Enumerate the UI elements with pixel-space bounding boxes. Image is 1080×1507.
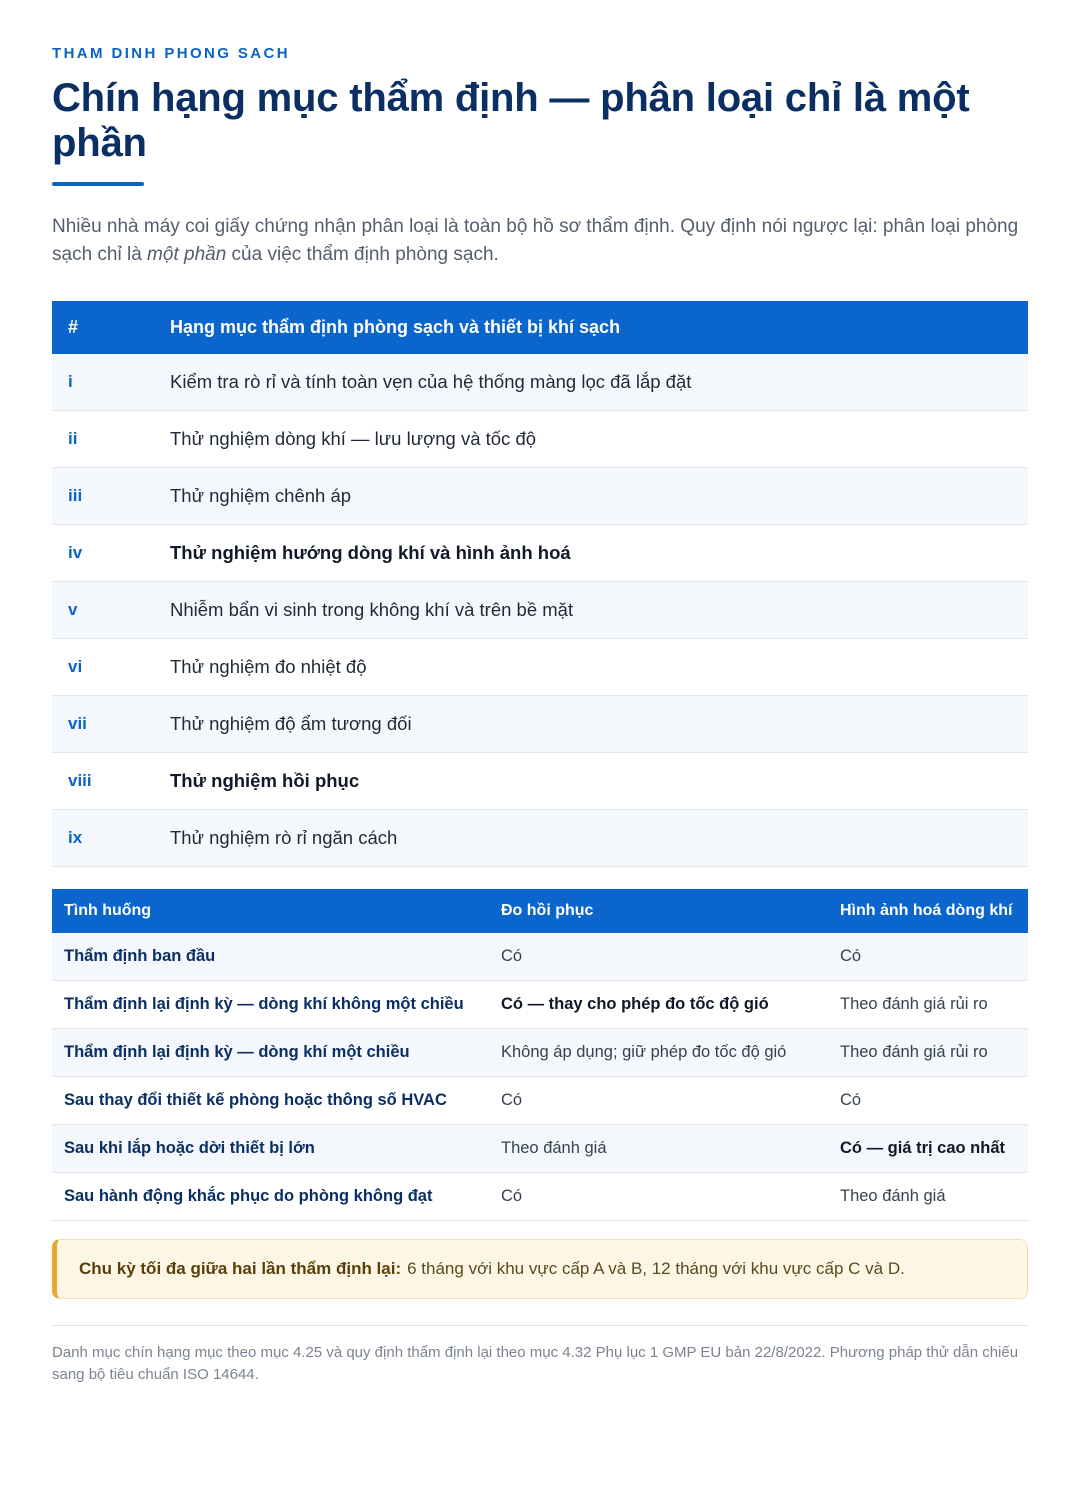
recovery-cell: Có <box>489 1173 828 1221</box>
item-number: ix <box>52 810 154 867</box>
item-text: Thử nghiệm chênh áp <box>154 468 1028 525</box>
column-header-visualisation: Hình ảnh hoá dòng khí <box>828 889 1028 933</box>
item-text: Thử nghiệm hướng dòng khí và hình ảnh hoá <box>154 525 1028 582</box>
table-row <box>52 1029 1028 1077</box>
visualisation-cell: Theo đánh giá rủi ro <box>828 981 1028 1029</box>
item-number: ii <box>52 411 154 468</box>
table-row <box>52 582 1028 639</box>
items-table-body <box>52 354 1028 867</box>
situation-cell: Thẩm định lại định kỳ — dòng khí không một chiều <box>52 981 489 1029</box>
item-text: Kiểm tra rò rỉ và tính toàn vẹn của hệ thống màng lọc đã lắp đặt <box>154 354 1028 411</box>
callout-text: 6 tháng với khu vực cấp A và B, 12 tháng với khu vực cấp C và D. <box>407 1259 905 1278</box>
item-number: v <box>52 582 154 639</box>
column-header-item: Hạng mục thẩm định phòng sạch và thiết bị khí sạch <box>154 301 1028 354</box>
situation-cell: Sau thay đổi thiết kế phòng hoặc thông số HVAC <box>52 1077 489 1125</box>
item-text: Thử nghiệm độ ẩm tương đối <box>154 696 1028 753</box>
visualisation-cell: Theo đánh giá <box>828 1173 1028 1221</box>
recovery-cell: Theo đánh giá <box>489 1125 828 1173</box>
item-number: iv <box>52 525 154 582</box>
item-number: viii <box>52 753 154 810</box>
table-header-row <box>52 889 1028 933</box>
recovery-cell: Có <box>489 933 828 981</box>
visualisation-cell: Có <box>828 933 1028 981</box>
situations-table-body <box>52 933 1028 1221</box>
item-number: vii <box>52 696 154 753</box>
intro-emphasis: một phần <box>147 244 227 265</box>
intro-text-before: Nhiều nhà máy coi giấy chứng nhận phân loại là toàn bộ hồ sơ thẩm định. Quy định nói ngược lại: phân loại phòng sạch chỉ là <box>52 216 1019 265</box>
table-row <box>52 525 1028 582</box>
item-text: Thử nghiệm dòng khí — lưu lượng và tốc độ <box>154 411 1028 468</box>
situations-table <box>52 889 1028 1221</box>
page-title: Chín hạng mục thẩm định — phân loại chỉ là một phần <box>52 76 970 165</box>
item-number: vi <box>52 639 154 696</box>
column-header-recovery: Đo hồi phục <box>489 889 828 933</box>
intro-paragraph <box>52 213 1028 269</box>
table-row <box>52 354 1028 411</box>
table-row <box>52 810 1028 867</box>
table-row <box>52 696 1028 753</box>
item-number: i <box>52 354 154 411</box>
requalification-callout <box>52 1239 1028 1299</box>
item-text: Thử nghiệm rò rỉ ngăn cách <box>154 810 1028 867</box>
callout-label: Chu kỳ tối đa giữa hai lần thẩm định lại: <box>79 1259 402 1278</box>
item-text: Thử nghiệm hồi phục <box>154 753 1028 810</box>
recovery-cell: Có — thay cho phép đo tốc độ gió <box>489 981 828 1029</box>
situation-cell: Thẩm định ban đầu <box>52 933 489 981</box>
footnote: Danh mục chín hạng mục theo mục 4.25 và quy định thẩm định lại theo mục 4.32 Phụ lục 1 GMP EU bản 22/8/2022. Phương pháp thử dẫn chiếu sang bộ tiêu chuẩn ISO 14644. <box>52 1344 1019 1383</box>
eyebrow: THAM DINH PHONG SACH <box>52 45 290 62</box>
item-text: Nhiễm bẩn vi sinh trong không khí và trên bề mặt <box>154 582 1028 639</box>
column-header-number: # <box>52 301 154 354</box>
situation-cell: Thẩm định lại định kỳ — dòng khí một chiều <box>52 1029 489 1077</box>
recovery-cell: Không áp dụng; giữ phép đo tốc độ gió <box>489 1029 828 1077</box>
table-row <box>52 753 1028 810</box>
table-row <box>52 468 1028 525</box>
intro-text-after: của việc thẩm định phòng sạch. <box>226 244 499 265</box>
situation-cell: Sau hành động khắc phục do phòng không đạt <box>52 1173 489 1221</box>
column-header-situation: Tình huống <box>52 889 489 933</box>
visualisation-cell: Có — giá trị cao nhất <box>828 1125 1028 1173</box>
title-underline <box>52 182 144 186</box>
table-row <box>52 981 1028 1029</box>
item-number: iii <box>52 468 154 525</box>
validation-items-table <box>52 301 1028 867</box>
situation-cell: Sau khi lắp hoặc dời thiết bị lớn <box>52 1125 489 1173</box>
footer-divider <box>52 1325 1028 1326</box>
table-row <box>52 1077 1028 1125</box>
table-row <box>52 639 1028 696</box>
table-header-row <box>52 301 1028 354</box>
visualisation-cell: Theo đánh giá rủi ro <box>828 1029 1028 1077</box>
table-row <box>52 1125 1028 1173</box>
visualisation-cell: Có <box>828 1077 1028 1125</box>
table-row <box>52 933 1028 981</box>
table-row <box>52 411 1028 468</box>
item-text: Thử nghiệm đo nhiệt độ <box>154 639 1028 696</box>
table-row <box>52 1173 1028 1221</box>
recovery-cell: Có <box>489 1077 828 1125</box>
